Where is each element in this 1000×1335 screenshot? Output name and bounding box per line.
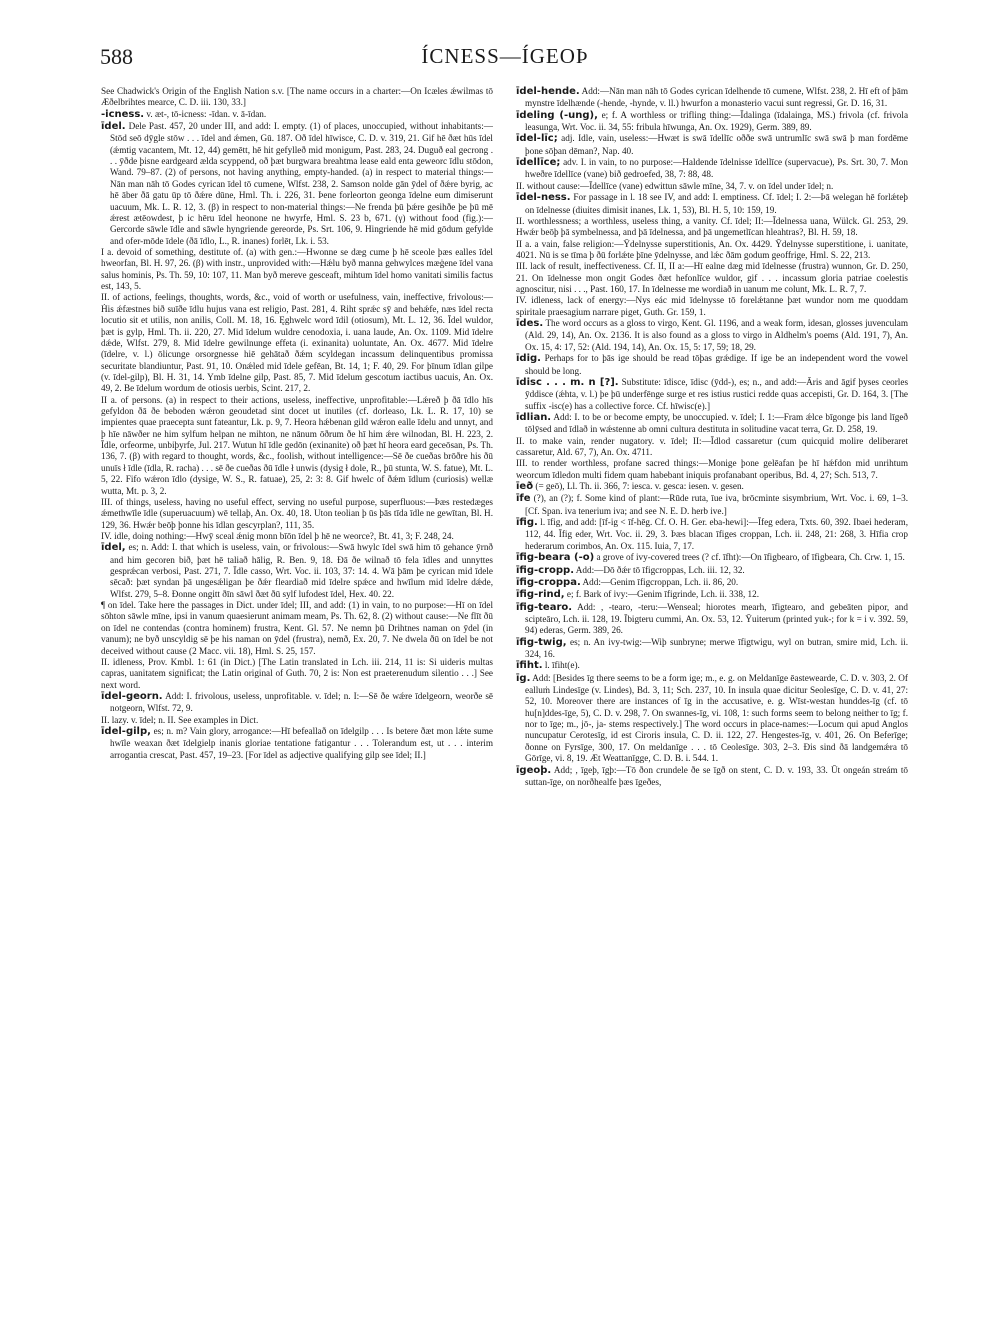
entry-text: Add: , -tearo, -teru:—Wenseal; hiorotes mearh, īfigtearo, and gebeāten pipor, and scipteāro, Lch. ii. 128, 19. Ībigteru cummi, An. Ox. 53, 12. Ȳuiterum (printed yuk-; for k = i v. 392. 59, 94) ederas, Germ. 389, 26. — [525, 601, 908, 636]
dictionary-entry — [516, 602, 908, 637]
headword: īdel-hende. — [516, 86, 580, 97]
dictionary-entry — [516, 318, 908, 353]
dictionary-entry — [516, 157, 908, 181]
page-header — [100, 42, 910, 78]
entry-text: For passage in l. 18 see IV, and add: I. emptiness. Cf. īdel; I. 2:—Þā welegan hē forlǽteþ on īdelnesse (diuites dimisit inanes, Lk. 1, 53), Bl. H. 5, 10: 159, 19. — [525, 192, 908, 215]
entry-text: adv. I. in vain, to no purpose:—Haldende īdelnisse īdellīce (supervacue), Ps. Srt. 30, 7. Mon hweðre īdellīce (vane) bið gedroefed, 38, 7: 88, 48. — [525, 157, 908, 180]
headword: -icness. — [101, 108, 145, 120]
entry-text: l. īfig, and add: [īf-ig < īf-hēg. Cf. O. H. Ger. eba-hewi]:—Īfeg edera, Txts. 60, 392. Ibaei hederam, 112, 44. Īfig eder, Wrt. Voc. ii. 29, 3. Þæs blacan īfiges croppan, Lch. ii. 248, 21: 268, 3. Hīfia crop hederarum corimbos, An. Ox. 115. Iuia, 7, 17. — [525, 517, 908, 551]
headword: īdlian. — [516, 411, 552, 423]
entry-text: III. to render worthless, profane sacred things:—Monige þone gelēafan þe hī hǽfdon mid unrihtum weorcum īdledon multi fidem quam habebant iniquis profanabant operibus, Bd. 4, 27; Sch. 513, 7. — [516, 458, 908, 480]
entry-text: Dele Past. 457, 20 under III, and add: I. empty. (1) of places, unoccupied, without inhabitants:—Stōd seō dȳgle stōw . . . īdel and ǽmen, Gū. 187. Oð īdel hīwisce, C. D. v. 319, 21. Gif hē ðæt hūs īdel (ǽmtig vacantem, Mt. 12, 44) gemētt, hē hit gefylleð mid monigum, Past. 283, 24. Duguð eal gecrong . . . ȳðde þisne eardgeard ælda scyppend, oð þæt burgwara breahtma lease eald enta geweorc īdlu stōdon, Wand. 79–87. (2) of persons, not having anything, empty-handed. (a) in respect to material things:—Nān man nāh tō Godes cyrican īdel tō cumene, Wlfst. 238, 2. Samson nolde gān ȳdel of ðǽre byrig, ac hē āber ðā gatu ūp tō ðǽre dūne, Hml. Th. i. 226, 31. Þene forleorton geonga īdelne eum dimiserunt uacuum, Mk. L. R. 12, 3. (β) in respect to non-material things:—Ne frenda þū þǽre gesihðe þe þū mē ǽrest ætēowdest, þ ic hēru īdel heonone ne hwyrfe, Hml. S. 23 b, 671. (γ) without food (fig.):—Gercorde sāwle īdle and sāwle hyngriende gereorde, Ps. Srt. 106, 9. Hingriende hē mid gōdum gefylde and ofer-mōde īdele (ðā īdlo, L., R. inanes) forlēt, Lk. i. 53. — [110, 121, 493, 246]
dictionary-entry — [516, 86, 908, 110]
entry-paragraph — [101, 531, 493, 542]
entry-paragraph — [516, 261, 908, 295]
entry-paragraph — [516, 181, 908, 192]
entry-text: II. without cause:—Īdellīce (vane) edwittun sāwle mīne, 34, 7. v. on īdel under īdel; n. — [516, 180, 834, 191]
entry-text: See Chadwick's Origin of the English Nation s.v. [The name occurs in a charter:—On Icæles ǽwilmas tō Æðelbrihtes mearce, C. D. iii. 130, 33.] — [101, 86, 493, 108]
entry-text: Add:—Dō ðǽr tō īfigcroppas, Lch. iii. 12, 32. — [575, 564, 745, 575]
headword: īdel-georn. — [101, 691, 163, 702]
headword: īgeoþ. — [516, 764, 552, 776]
entry-text: Add:—Genim īfigcroppan, Lch. ii. 86, 20. — [582, 576, 739, 587]
dictionary-entry — [516, 565, 908, 577]
dictionary-entry — [516, 589, 908, 601]
dictionary-entry — [516, 110, 908, 134]
headword: īdes. — [516, 318, 544, 330]
headword: īfig-rind, — [516, 589, 565, 601]
right-column — [516, 86, 908, 1316]
entry-text: e; f. Bark of ivy:—Genim īfigrinde, Lch. ii. 338, 12. — [566, 589, 760, 600]
entry-text: Perhaps for to þās ige should be read tōþas grǽdige. If ige be an independent word the vowel should be long. — [525, 353, 908, 376]
entry-text: The word occurs as a gloss to virgo, Kent. Gl. 1196, and a weak form, idesan, glosses juvenculam (Ald. 29, 14), An. Ox. 2136. It is also found as a gloss to virgo in Aldhelm's poems (Ald. 191, 7), An. Ox. 15, 4: 17, 52: (Ald. 194, 14), An. Ox. 15, 5: 17, 59; 18, 29. — [525, 318, 908, 352]
entry-text: II. worthlessness; a worthless, useless thing, a vanity. Cf. īdel; II:—Īdelnessa uana, Wülck. Gl. 253, 29. Hwǽr beōþ þā symbelnessa, and þā īdelnessa, and þā ungemetlīcan hleahtras?, Bl. H. 59, 18. — [516, 215, 908, 238]
dictionary-entry — [516, 192, 908, 216]
entry-paragraph — [101, 600, 493, 657]
entry-paragraph — [101, 292, 493, 394]
entry-text: II. to make vain, render nugatory. v. īdel; II:—Īdlod cassaretur (cum quicquid molire deliberaret cassaretur, Ald. 67, 7), An. Ox. 4711. — [516, 435, 908, 457]
dictionary-entry — [516, 637, 908, 661]
headword: īeð — [516, 481, 534, 493]
headword: īfig-twig, — [516, 636, 567, 648]
entry-text: (?), an (?); f. Some kind of plant:—Rūde ruta, īue iva, brōcminte sisymbrium, Wrt. Voc. i. 69, 1–3. [Cf. Span. iva tenerium iva; and see N. E. D. herb ive.] — [525, 493, 908, 516]
entry-text: Add: I. frivolous, useless, unprofitable. v. īdel; n. I:—Sē ðe wǽre īdelgeorn, weorðe sē notgeorn, Wlfst. 72, 9. — [110, 691, 493, 714]
entry-text: Add; , īgeþ, īgþ:—Tō ðon crundele ðe se īgð on stent, C. D. v. 193, 33. Ūt ongeán streám tō suttan-īge, on norðhealfe þæs īgeðes, — [525, 764, 908, 787]
entry-paragraph — [516, 295, 908, 318]
headword: īdellīce; — [516, 157, 561, 169]
headword: īfig-beara (-o) — [516, 552, 595, 564]
headword: īfig-tearo. — [516, 601, 573, 613]
entry-text: e; f. A worthless or trifling thing:—Īdalinga (īdalainga, MS.) frivola (cf. frivola leasunga, Wrt. Voc. ii. 34, 55: fribula hīwunga, An. Ox. 1929), Germ. 389, 89. — [525, 109, 908, 133]
entry-text: II a. of persons. (a) in respect to their actions, useless, ineffective, unprofitable:—Lǽreð þ ðā īdlo hīs gefyldon ðā ðe beboden wǽron geoudetad sint docet ut inutiles (cf. dorleaso, Lk. L. R. 17, 10) se impientes quae praecepta sunt fateantur, Lk. p. 9, 7. Heora hǽbenan gild wǽron ealle īdelu and unnyt, and þ hīe nāwðer ne him sylfum helpan ne mihton, ne nānum ōðrum ðe hī him ǽre wilnodan, Bl. H. 223, 2. Īdle, orfeorme, unbiþyrfe, Jul. 217. Wutun hī īdle gedōn (exinanite) oð þæt hī heora eard geceōsan, Ps. Th. 136, 7. (β) with regard to thought, words, &c., foolish, without intelligence:—Sē ðe cueðas brōðre his ðū unuīs ł īdle (īdla, R. racha) . . . sē ðe cueðas ðū īdle ł unwis (dysig ł dole, R., þū stunta, W. S. fatue), Mt. L. 5, 22. Fifo wǽron īdlo (dysige, W. S., R. fatuae), 25, 2: 3: 8. Gif hwelc of ðǽm īdlum (curiosis) wellæ wutta, Mt. p. 3, 2. — [101, 394, 493, 496]
entry-text: a grove of ivy-covered trees (? cf. īfht):—On īfigbearo, of īfigbeara, Ch. Crw. 1, 15. — [596, 552, 905, 563]
entry-text: (= geō), Ll. Th. ii. 366, 7: iesca. v. gesca: iesen. v. gesen. — [535, 481, 744, 492]
entry-text: II a. a vain, false religion:—Ȳdelnysse superstitionis, An. Ox. 4429. Ȳdelnysse superstitione, i. uanitate, 4021. Nū is se tīma þ ðū forlǽte þīne ȳdelnysse, and lǽc ðām godum geoffrige, Hml. S. 22, 213. — [516, 238, 908, 260]
entry-paragraph — [101, 657, 493, 691]
entry-text: IV. idleness, lack of energy:—Nys eác mid īdelnysse tō forelǽtanne þæt wundor nom me quoddam spiritale praesagium narrare piget, Guth. Gr. 159, 1. — [516, 295, 908, 317]
entry-paragraph — [101, 86, 493, 109]
entry-text: v. æt-, tō-icness: -īdan. v. ā-īdan. — [146, 108, 267, 119]
entry-text: III. lack of result, ineffectiveness. Cf. II, II a:—Hī ealne dæg mid īdelnesse (frustra) wunnon, Gr. D. 250, 21. On īdelnesse mon ongit Godes ðæt hefonlīce wuldor, gif . . . incassum gloria patriae coelestis agnoscitur, nisi . . ., Past. 160, 17. In īdelnesse me wordiað in uanum me colunt, Mk. L. R. 7, 7. — [516, 261, 908, 295]
headword: īdel, — [101, 542, 126, 554]
entry-text: Substitute: īdisce, īdisc (ȳdd-), es; n., and add:—Āris and āgif þyses ceorles ȳddisce (ǽhta, v. l.) þe þū underfēnge surge et res istius rustici redde quas accepisti, Gr. D. 164, 3. [The suffix -isc(e) has a collective force. Cf. hīwisc(e).] — [525, 376, 908, 411]
entry-text: adj. Idle, vain, useless:—Hwæt is swā īdellīc oððe swā untrumlīc swā swā þ man fordēme þone sōþan dēman?, Nap. 40. — [525, 133, 908, 156]
entry-text: II. idleness, Prov. Kmbl. 1: 61 (in Dict.) [The Latin translated in Lch. iii. 214, 11 is: Si uideris multas capras, uanitatem significat; the Latin original of Guth. 70, 2 is: Non est praeterenudum silentio . . .] See next word. — [101, 656, 493, 690]
headword: īdel-gilp, — [101, 726, 151, 738]
headword: īdel-līc; — [516, 133, 558, 145]
headword: īdel-ness. — [516, 192, 571, 204]
entry-paragraph — [101, 497, 493, 531]
dictionary-entry — [101, 726, 493, 761]
dictionary-entry — [516, 673, 908, 765]
entry-paragraph — [516, 239, 908, 262]
entry-text: II. lazy. v. īdel; n. II. See examples in Dict. — [101, 714, 259, 725]
dictionary-entry — [516, 481, 908, 493]
dictionary-entry — [516, 517, 908, 552]
dictionary-entry — [516, 493, 908, 517]
dictionary-entry — [516, 412, 908, 436]
dictionary-entry — [516, 765, 908, 789]
entry-text: es; n. Add: I. that which is useless, vain, or frivolous:—Swā hwylc īdel swā him tō gehance ȳrnð and him gecoren bið, þæt hē taliað hālig, R. Ben. 9, 18. Ðā ðe wilnað tō fela īdles and unnyttes gesprǽcan verbosi, Past. 271, 7. Īdle casso, Wrt. Voc. ii. 103, 37: 14. 4. Wā þām þe cyrican mid īdele sēcað: þæt syndan þā ungesǽligan þe ðǽr fleardiað mid īdelre spǽce and hwīlum mid īdelre dǽde, Wlfst. 279, 5–8. Ðonne ongitt ðīn sāwl ðæt ðū sylf lufodest īdel, Hex. 40. 22. — [110, 542, 493, 599]
entry-text: Add: I. to be or become empty, be unoccupied. v. īdel; I. 1:—Fram ǽlce bīgonge þis land līgeð tōlȳsed and īdlað in wǽstenne ab omni cultura destituta in solitudine vacat terra, Gr. D. 258, 19. — [525, 411, 908, 435]
headword: īdig. — [516, 353, 541, 365]
dictionary-entry — [101, 691, 493, 715]
page-number: 588 — [100, 44, 133, 69]
entry-text: es; n. m? Vain glory, arrogance:—Hī befeallað on īdelgilp . . . Is betere ðæt mon lǽte sume hwīle weaxan ðæt īdelgielp inanis gloriae tentatione fatigantur . . . Tolerandum est, ut . . . interim arrogantia crescat, Past. 457, 19–23. [For īdel as adjective qualifying gilp see īdel; II.] — [110, 726, 493, 760]
entry-paragraph — [516, 216, 908, 239]
headword: īfig-cropp. — [516, 564, 574, 576]
entry-text: Add: [Besides īg there seems to be a form ige; m., e. g. on Meldanīge ēastewearde, C. D. v. 303, 2. Of ealluṁ Lindesīge (v. Lindes), Bd. 3, 11; Sch. 237, 10. In insula quae dicitur Seolesīge, C. D. v. 41, 27: 52, 10. Moreover there are instances of īg in the accusative, e. g. Wīst-westan hunddes-īg (cf. tō hu[n]ddes-īge, 5), C. D. v. 298, 7. On swannes-īg, vi. 108, 1: such forms seem to belong neither to īg; f. nor to īge; m., jō-, ja- stems respectively.] The word occurs in place-names:—Locum qui apud Anglos nuncupatur Cerotesīg, id est Ciroris insula, C. D. ii. 122, 27. Hengestes-īg, v. 401, 26. On Beferīge; ðonne on Fyrsīge, 300, 17. On meldanīge . . . tō Ceolesīge. 303, 2–3. Ðis sind ðā landgemǽra tō Gōrīge, vi. 8, 19. Æt Weattanīgge, C. D. B. i. 544. 1. — [525, 672, 908, 764]
entry-paragraph — [101, 395, 493, 497]
entry-paragraph — [101, 247, 493, 292]
headword: īg. — [516, 672, 531, 684]
dictionary-entry — [516, 577, 908, 589]
headword: īfe — [516, 493, 531, 505]
entry-paragraph — [516, 436, 908, 459]
entry-text: ¶ on īdel. Take here the passages in Dict. under īdel; III, and add: (1) in vain, to no purpose:—Hī on īdel sōhton sāwle mīne, ipsi in vanum quaesierunt animam meam, Ps. Th. 62, 8. (2) without cause:—Ne flīt ðū on īdel ne contendas (contra hominem) frustra, Kent. Gl. 57. Ne nemn þū Drihtnes naman on ȳdel (in vanum); ne byð unscyldig sē þe his naman on ȳdel (frustra), nemð, Ex. 20, 7. Ne dwela ðū on īdel be not deceived without cause (2 Macc. vii. 18), Hml. S. 25, 157. — [101, 600, 493, 656]
dictionary-entry — [516, 377, 908, 412]
entry-text: IV. idle, doing nothing:—Hwȳ sceal ǽnig monn bīōn īdel þ hē ne weorce?, Bt. 41, 3; F. 248, 24. — [101, 530, 454, 541]
dictionary-entry — [516, 133, 908, 157]
headword: īfig. — [516, 517, 538, 529]
entry-text: es; n. An ivy-twig:—Wiþ sunbryne; merwe īfigtwigu, wyl on butran, smire mid, Lch. ii. 324, 16. — [525, 636, 908, 659]
dictionary-entry — [101, 542, 493, 600]
dictionary-entry — [516, 552, 908, 564]
entry-paragraph — [516, 458, 908, 481]
headword: īdeling (-ung), — [516, 109, 598, 121]
left-column — [101, 86, 493, 1316]
entry-text: l. īfiht(e). — [544, 660, 580, 671]
entry-text: II. of actions, feelings, thoughts, words, &c., void of worth or usefulness, vain, ineffective, frivolous:—Ḣis ǽfæstnes bið suīðe īdlu hujus vana est religio, Past. 281, 4. Riht sprǽc sȳ and behǽfe, næs īdel recta locutio sit et utilis, non anilis, Coll. M. 18, 16. Ęghwelc word īdil (otiosum), Mt. L. 12, 36. Īdel wuldor, þæt is gylp, Hml. Th. ii. 220, 27. Mid īdelum wuldre cenodoxia, i. uana laude, An. Ox. 1109. Mid īdelre dǽde, Wlfst. 279, 8. Mid īdelre gewilnunge effeta (i. exinanita) uoluntate, An. Ox. 4677. Mid īdelre (īdelre, v. l.) ōlicunge orsorgnesse hiē gehātað ðǽm scyldegan incassum delinquentibus promissa securitate blandiuntur, Past. 91, 10. Onǽled mid īdele gefēan, Bt. 14, 1; F. 40, 29. For þīnum īdlan gilpe (v. īdel-gilp), Bl. H. 31, 14. Ymb īdelne gilp, Past. 85, 7. Mid īdelum gescotum iactibus uacuis, An. Ox. 49, 2. Be īdelum wordum de otiosis uerbis, Scint. 217, 2. — [101, 292, 493, 394]
entry-paragraph — [101, 715, 493, 726]
headword: īfig-croppa. — [516, 576, 581, 588]
dictionary-entry — [101, 109, 493, 121]
dictionary-entry — [516, 660, 908, 672]
entry-text: I a. devoid of something, destitute of. (a) with gen.:—Hwonne se dæg cume þ hē sceole þæs ealles īdel hweorfan, Bl. H. 97, 26. (β) with instr., unprovided with:—Hǽlu byð manna gehwylces mæġene īdel vana salus hominis, Ps. Th. 59, 10: 107, 11. Man byð mereve gesceaft, mihtum īdel homo vanitati similis factus est, 143, 5. — [101, 247, 493, 292]
headword: īdisc . . . m. n [?]. — [516, 376, 619, 388]
entry-text: III. of things, useless, having no useful effect, serving no useful purpose, superfluous:—Þæs restedæges ǽmethwīle īdle (superuacuum) wē tellaþ, An. Ox. 40, 18. Uton teolian þ ūs þās tīda īdle ne gewītan, Bl. H. 129, 36. Hwǽr beōþ þonne his īdlan gescyrplan?, 111, 35. — [101, 496, 493, 530]
headword: īfiht. — [516, 660, 543, 672]
dictionary-entry — [101, 121, 493, 247]
running-head: ÍCNESS—ÍGEOÞ — [421, 44, 589, 68]
entry-text: Add:—Nān man nāh tō Godes cyrican īdelhende tō cumene, Wlfst. 238, 2. Hī eft of þām mynstre īdelhænde (-hende, -hynde, v. ll.) hwurfon a monasterio vacui sunt regressi, Gr. D. 16, 31. — [525, 86, 908, 109]
dictionary-entry — [516, 353, 908, 377]
headword: īdel. — [101, 121, 126, 133]
